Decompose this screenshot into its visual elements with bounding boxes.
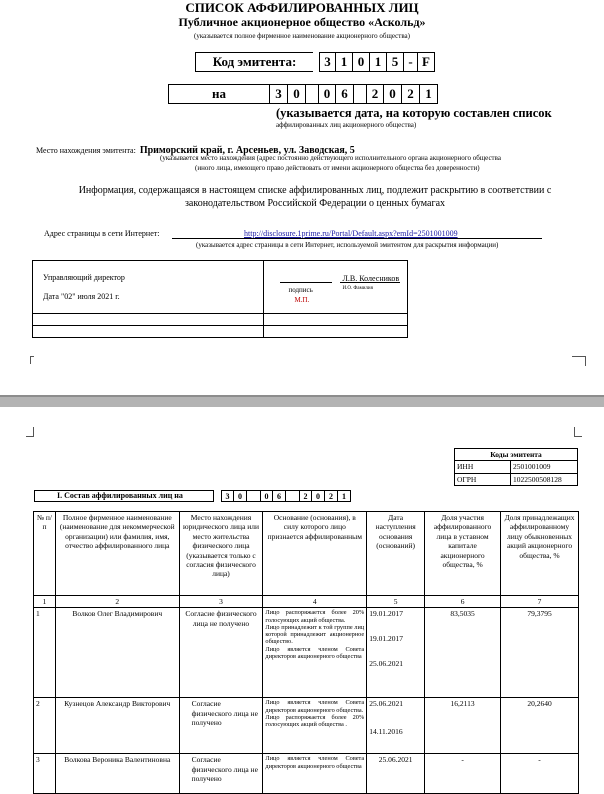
location-note-1: (указывается место нахождения (адрес постоянно действующего исполнительного органа акционерного общества bbox=[160, 154, 501, 162]
stock-share: - bbox=[501, 754, 579, 794]
basis-date: 19.01.2017 bbox=[369, 609, 403, 619]
section-date-cell: 0 bbox=[234, 490, 247, 502]
basis-date: 25.06.2021 bbox=[369, 699, 403, 709]
web-label: Адрес страницы в сети Интернет: bbox=[44, 229, 160, 238]
issuer-code-cell: - bbox=[404, 52, 418, 72]
section-date-cell: 3 bbox=[221, 490, 234, 502]
affiliate-dates bbox=[367, 698, 425, 754]
table-row bbox=[34, 754, 579, 794]
basis-date: 25.06.2021 bbox=[369, 659, 403, 669]
affiliate-dates bbox=[367, 608, 425, 698]
col-header: № п/п bbox=[34, 512, 56, 596]
codes-title: Коды эмитента bbox=[455, 449, 578, 461]
codes-label: ОГРН bbox=[455, 473, 511, 485]
affiliate-basis bbox=[263, 754, 367, 794]
web-url-link[interactable]: http://disclosure.1prime.ru/Portal/Default.aspx?emId=2501001009 bbox=[244, 229, 458, 238]
col-number: 5 bbox=[367, 596, 425, 608]
basis-date: 14.11.2016 bbox=[369, 726, 403, 736]
signer-name: Л.В. Колесников bbox=[342, 274, 400, 283]
page-corner-mark bbox=[30, 356, 34, 364]
col-header: Место нахождения юридического лица или место жительства физического лица (указывается только с согласия физического лица) bbox=[179, 512, 263, 596]
section-title-row bbox=[34, 490, 351, 502]
codes-label: ИНН bbox=[455, 461, 511, 473]
date-note: (указывается дата, на которую составлен список bbox=[276, 106, 552, 120]
date-cell: 0 bbox=[288, 84, 306, 104]
col-number: 1 bbox=[34, 596, 56, 608]
col-header: Полное фирменное наименование (наименование для некоммерческой организации) или фамилия, имя, отчество аффилированного лица bbox=[55, 512, 179, 596]
company-name: Публичное акционерное общество «Аскольд» bbox=[178, 15, 426, 29]
date-cell: 2 bbox=[366, 84, 384, 104]
table-row bbox=[34, 608, 579, 698]
col-number: 4 bbox=[263, 596, 367, 608]
issuer-code-cell: 0 bbox=[353, 52, 370, 72]
location-value: Приморский край, г. Арсеньев, ул. Заводская, 5 bbox=[139, 145, 355, 156]
page-corner-mark bbox=[572, 356, 586, 366]
row-number: 2 bbox=[34, 698, 56, 754]
affiliate-place: Согласие физического лица не получено bbox=[179, 698, 263, 754]
disclosure-text: Информация, содержащаяся в настоящем списке аффилированных лиц, подлежит раскрытию в соответствии с законодательством Российской Федерации о ценных бумагах bbox=[78, 185, 552, 209]
stock-share: 79,3795 bbox=[501, 608, 579, 698]
date-cell: 2 bbox=[402, 84, 420, 104]
affiliates-table bbox=[33, 511, 579, 794]
issuer-code-cell: 3 bbox=[319, 52, 336, 72]
col-header: Доля принадлежащих аффилированному лицу обыкновенных акций акционерного общества, % bbox=[501, 512, 579, 596]
section-date-cell: 2 bbox=[325, 490, 338, 502]
codes-value: 2501001009 bbox=[511, 461, 578, 473]
section-date-cell: 0 bbox=[312, 490, 325, 502]
basis-item: Лицо распоряжается более 20% голосующих акций общества. bbox=[265, 609, 365, 624]
basis-item: Лицо является членом Совета директоров акционерного общества bbox=[265, 645, 365, 660]
affiliate-name: Волкова Вероника Валентиновна bbox=[55, 754, 179, 794]
page-corner-mark bbox=[574, 427, 582, 437]
section-date-cell: 1 bbox=[338, 490, 351, 502]
basis-date: 19.01.2017 bbox=[369, 633, 403, 643]
section-date-cell: 6 bbox=[273, 490, 286, 502]
basis-item: Лицо распоряжается более 20% голосующих акций общества . bbox=[265, 713, 365, 729]
issuer-code-cell: 1 bbox=[370, 52, 387, 72]
document-title: СПИСОК АФФИЛИРОВАННЫХ ЛИЦ bbox=[185, 0, 419, 15]
affiliate-place: Согласие физического лица не получено bbox=[179, 754, 263, 794]
stamp-label: М.П. bbox=[294, 296, 310, 304]
affiliate-place: Согласие физического лица не получено bbox=[179, 608, 263, 698]
row-number: 1 bbox=[34, 608, 56, 698]
page-corner-mark bbox=[26, 427, 34, 437]
signature-date: Дата "02" июля 2021 г. bbox=[43, 292, 120, 301]
location-label: Место нахождения эмитента: bbox=[36, 146, 136, 155]
row-number: 3 bbox=[34, 754, 56, 794]
capital-share: 83,5035 bbox=[425, 608, 501, 698]
page-2 bbox=[0, 407, 604, 784]
table-header-row bbox=[34, 512, 579, 596]
column-number-row bbox=[34, 596, 579, 608]
basis-item: Лицо является членом Совета директоров акционерного общества bbox=[265, 755, 365, 770]
company-note: (указывается полное фирменное наименование акционерного общества) bbox=[194, 32, 410, 40]
location-note-2: (иного лица, имеющего право действовать от имени акционерного общества без доверенности) bbox=[195, 164, 480, 172]
affiliate-name: Кузнецов Александр Викторович bbox=[55, 698, 179, 754]
affiliate-basis bbox=[263, 608, 367, 698]
issuer-code-cell: 1 bbox=[336, 52, 353, 72]
stock-share: 20,2640 bbox=[501, 698, 579, 754]
basis-date: 25.06.2021 bbox=[378, 755, 413, 765]
date-cell: 1 bbox=[420, 84, 438, 104]
col-header: Доля участия аффилированного лица в уставном капитале акционерного общества, % bbox=[425, 512, 501, 596]
date-cell: 0 bbox=[384, 84, 402, 104]
on-label: на bbox=[168, 84, 270, 104]
capital-share: - bbox=[425, 754, 501, 794]
col-number: 7 bbox=[501, 596, 579, 608]
web-note: (указывается адрес страницы в сети Интернет, используемой эмитентом для раскрытия информации) bbox=[196, 241, 499, 249]
issuer-code-cell: 5 bbox=[387, 52, 404, 72]
codes-value: 1022500508128 bbox=[511, 473, 578, 485]
affiliate-name: Волков Олег Владимирович bbox=[55, 608, 179, 698]
issuer-code-row bbox=[195, 52, 435, 72]
list-date-row bbox=[168, 84, 438, 104]
col-number: 3 bbox=[179, 596, 263, 608]
section-title: I. Состав аффилированных лиц на bbox=[34, 490, 214, 502]
signer-position: Управляющий директор bbox=[43, 273, 125, 282]
date-cell: 0 bbox=[318, 84, 336, 104]
affiliate-basis bbox=[263, 698, 367, 754]
capital-share: 16,2113 bbox=[425, 698, 501, 754]
issuer-code-label: Код эмитента: bbox=[195, 52, 313, 72]
signature-table bbox=[32, 260, 408, 338]
affiliate-dates bbox=[367, 754, 425, 794]
issuer-code-cell: F bbox=[418, 52, 435, 72]
basis-item: Лицо является членом Совета директоров акционерного общества. bbox=[265, 699, 365, 714]
page-separator-line bbox=[0, 395, 604, 397]
section-date-cell: 2 bbox=[299, 490, 312, 502]
col-number: 2 bbox=[55, 596, 179, 608]
page-1 bbox=[0, 0, 604, 395]
sign-label: подпись bbox=[288, 286, 313, 294]
date-cell: 3 bbox=[270, 84, 288, 104]
section-date-cell: 0 bbox=[260, 490, 273, 502]
issuer-codes-table bbox=[454, 448, 578, 486]
signer-name-note: И.О. Фамилия bbox=[342, 286, 373, 291]
date-cell: 6 bbox=[336, 84, 354, 104]
col-header: Основание (основания), в силу которого лицо признается аффилированным bbox=[263, 512, 367, 596]
basis-item: Лицо принадлежит к той группе лиц которой принадлежит акционерное общество. bbox=[265, 623, 365, 646]
col-number: 6 bbox=[425, 596, 501, 608]
table-row bbox=[34, 698, 579, 754]
date-note-small: аффилированных лиц акционерного общества) bbox=[276, 121, 417, 129]
col-header: Дата наступления основания (оснований) bbox=[367, 512, 425, 596]
